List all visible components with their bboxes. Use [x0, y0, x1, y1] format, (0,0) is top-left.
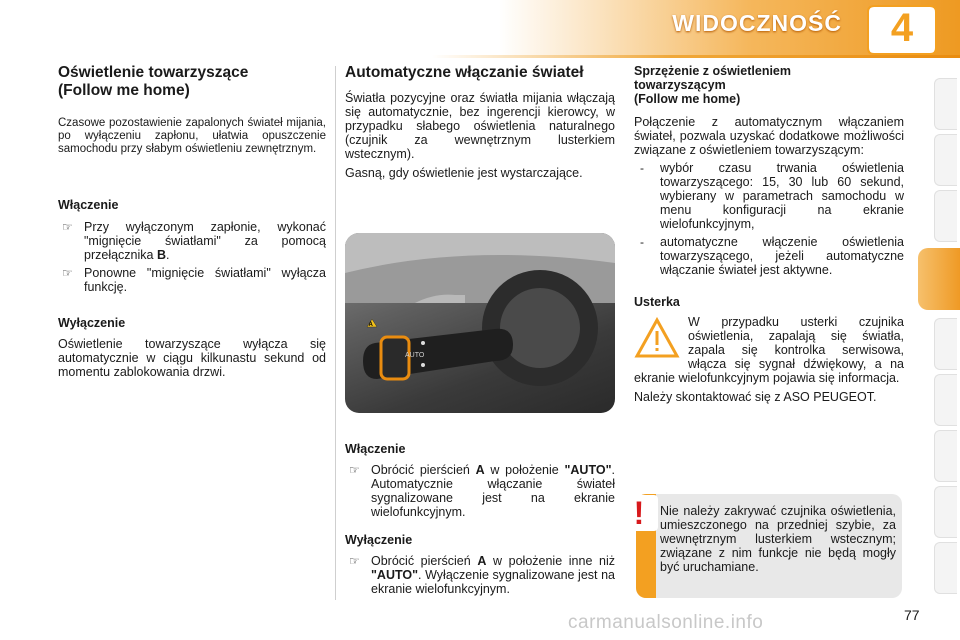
coupling-list: [634, 161, 904, 277]
side-tab[interactable]: [934, 374, 957, 426]
chapter-number: 4: [890, 6, 914, 50]
auto-on-list: [345, 463, 615, 519]
auto-lights-para2: Gasną, gdy oświetlenie jest wystarczające.: [345, 166, 583, 180]
list-item: ☞ Ponowne "mignięcie światłami" wyłącza funkcję.: [62, 266, 326, 294]
contact-text: Należy skontaktować się z ASO PEUGEOT.: [634, 390, 877, 404]
side-tab[interactable]: [934, 430, 957, 482]
on-heading: Włączenie: [58, 198, 119, 212]
ring-label: AUTO: [405, 352, 425, 359]
auto-lights-para1: Światła pozycyjne oraz światła mijania włączają się automatycznie, bez ingerencji kierowcy, w przypadku słabego oświetlenia naturalnego (czujnik za wewnętrznym lusterkiem wstecznym).: [345, 91, 615, 161]
coupling-intro: Połączenie z automatycznym włączaniem świateł, pozwala uzyskać dodatkowe możliwości związane z oświetleniem towarzyszącym:: [634, 115, 904, 157]
fault-block: [634, 315, 904, 385]
warning-note-text: Nie należy zakrywać czujnika oświetlenia, umieszczonego na przedniej szybie, za wewnętrznym lusterkiem wstecznym; związane z nim funkcje nie będą mogły być uruchamiane.: [660, 504, 896, 574]
side-tab[interactable]: [934, 318, 957, 370]
off-text: Oświetlenie towarzyszące wyłącza się automatycznie w ciągu kilkunastu sekund od momentu zablokowania drzwi.: [58, 337, 326, 379]
column-middle-lower: [345, 442, 615, 600]
list-item: - wybór czasu trwania oświetlenia towarzyszącego: 15, 30 lub 60 sekund, wybierany w parametrach samochodu w menu konfiguracji na ekranie wielofunkcyjnym,: [640, 161, 904, 231]
side-tab[interactable]: [934, 134, 957, 186]
warning-triangle-icon: [634, 317, 680, 359]
column-middle: [345, 64, 615, 180]
list-item: - automatyczne włączenie oświetlenia towarzyszącego, jeżeli automatyczne włączanie świateł jest aktywne.: [640, 235, 904, 277]
off-heading: Wyłączenie: [58, 316, 126, 330]
lighting-stalk-photo: [345, 233, 615, 413]
fault-text: W przypadku usterki czujnika oświetlenia, zapalają się światła, zapala się kontrolka serwisowa, włącza się sygnał dźwiękowy, a na ekranie wielofunkcyjnym pojawia się informacja.: [634, 315, 904, 385]
section-title-auto-lights: Automatyczne włączanie świateł: [345, 64, 584, 81]
exclamation-icon: !: [620, 495, 658, 531]
fault-heading: Usterka: [634, 295, 680, 309]
marker-a-label: A: [368, 322, 373, 328]
column-right: [634, 64, 904, 404]
on-list: [58, 220, 326, 294]
auto-on-heading: Włączenie: [345, 442, 406, 456]
watermark: carmanualsonline.info: [568, 612, 764, 633]
auto-off-heading: Wyłączenie: [345, 533, 413, 547]
section-heading-coupling: Sprzężenie z oświetleniem towarzyszącym (Follow me home): [634, 64, 791, 106]
list-item: ☞ Obrócić pierścień A w położenie inne niż "AUTO". Wyłączenie sygnalizowane jest na ekranie wielofunkcyjnym.: [349, 554, 616, 596]
side-tab[interactable]: [934, 190, 957, 242]
side-tab-active[interactable]: [918, 248, 960, 310]
list-item: ☞ Obrócić pierścień A w położenie "AUTO". Automatycznie włączanie świateł sygnalizowane jest na ekranie wielofunkcyjnym.: [349, 463, 615, 519]
side-tab[interactable]: [934, 542, 957, 594]
column-divider: [335, 66, 336, 600]
side-tab[interactable]: [934, 486, 957, 538]
chapter-title: WIDOCZNOŚĆ: [672, 10, 842, 36]
column-left: [58, 64, 326, 379]
list-item: ☞ Przy wyłączonym zapłonie, wykonać "mignięcie światłami" za pomocą przełącznika B.: [62, 220, 326, 262]
page-number: 77: [904, 607, 920, 623]
auto-off-list: [345, 554, 615, 596]
section-title-follow-me-home: Oświetlenie towarzyszące (Follow me home): [58, 64, 249, 99]
follow-me-home-intro: Czasowe pozostawienie zapalonych świateł mijania, po wyłączeniu zapłonu, ułatwia opuszczenie samochodu przy słabym oświetleniu zewnętrznym.: [58, 117, 326, 155]
side-tab[interactable]: [934, 78, 957, 130]
stalk-illustration: [345, 233, 615, 413]
